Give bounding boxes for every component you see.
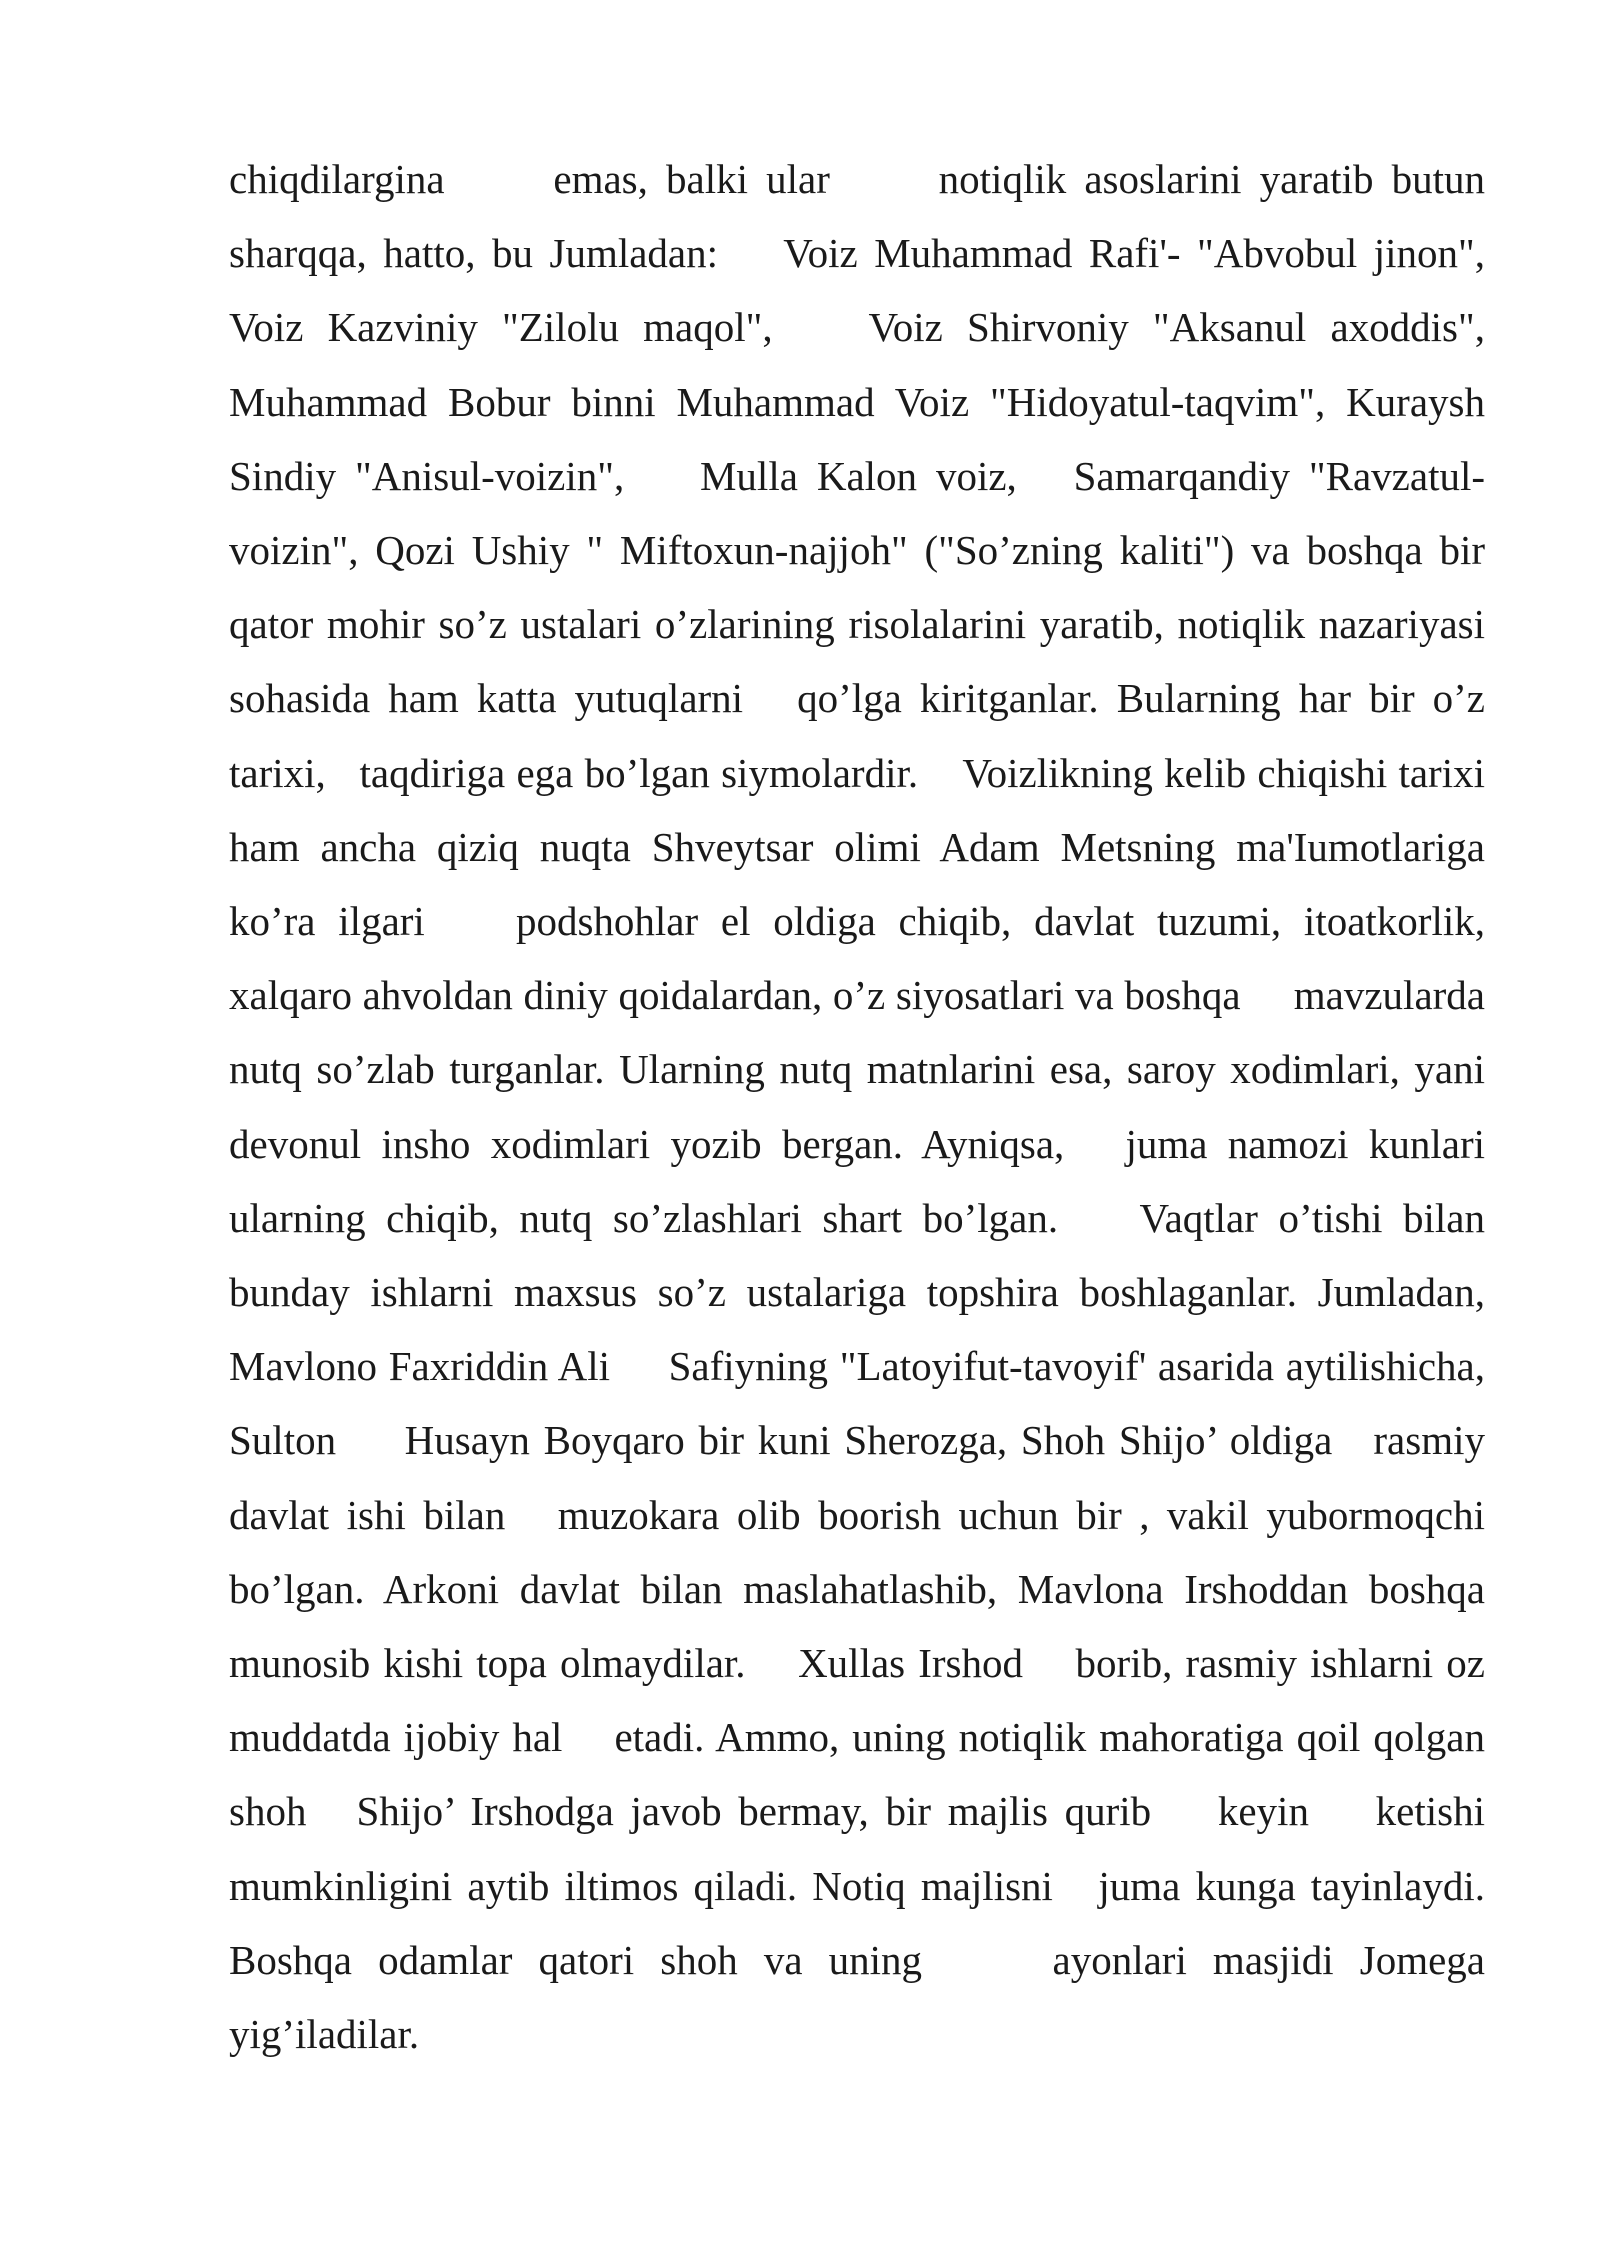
body-paragraph: chiqdilargina emas, balki ular notiqlik asoslarini yaratib butun sharqqa, hatto, bu Jumladan: Voiz Muhammad Rafi'- "Abvobul jinon", Voiz Kazviniy "Zilolu maqol", Voiz Shirvoniy "Aksanul axoddis", Muhammad Bobur binni Muhammad Voiz "Hidoyatul-taqvim", Kuraysh Sindiy "Anisul-voizin", Mulla Kalon voiz, Samarqandiy "Ravzatul-voizin", Qozi Ushiy " Miftoxun-najjoh" ("So’zning kaliti") va boshqa bir qator mohir so’z ustalari o’zlarining risolalarini yaratib, notiqlik nazariyasi sohasida ham katta yutuqlarni qo’lga kiritganlar. Bularning har bir o’z tarixi, taqdiriga ega bo’lgan siymolardir. Voizlikning kelib chiqishi tarixi ham ancha qiziq nuqta Shveytsar olimi Adam Metsning ma'Iumotlariga ko’ra ilgari podshohlar el oldiga chiqib, davlat tuzumi, itoatkorlik, xalqaro ahvoldan diniy qoidalardan, o’z siyosatlari va boshqa mavzularda nutq so’zlab turganlar. Ularning nutq matnlarini esa, saroy xodimlari, yani devonul insho xodimlari yozib bergan. Ayniqsa, juma namozi kunlari ularning chiqib, nutq so’zlashlari shart bo’lgan. Vaqtlar o’tishi bilan bunday ishlarni maxsus so’z ustalariga topshira boshlaganlar. Jumladan, Mavlono Faxriddin Ali Safiyning "Latoyifut-tavoyif' asarida aytilishicha, Sulton Husayn Boyqaro bir kuni Sherozga, Shoh Shijo’ oldiga rasmiy davlat ishi bilan muzokara olib boorish uchun bir , vakil yubormoqchi bo’lgan. Arkoni davlat bilan maslahatlashib, Mavlona Irshoddan boshqa munosib kishi topa olmaydilar. Xullas Irshod borib, rasmiy ishlarni oz muddatda ijobiy hal etadi. Ammo, uning notiqlik mahoratiga qoil qolgan shoh Shijo’ Irshodga javob bermay, bir majlis qurib keyin ketishi mumkinligini aytib iltimos qiladi. Notiq majlisni juma kunga tayinlaydi. Boshqa odamlar qatori shoh va uning ayonlari masjidi Jomega yig’iladilar. xyxy=(229,156,1537,2058)
